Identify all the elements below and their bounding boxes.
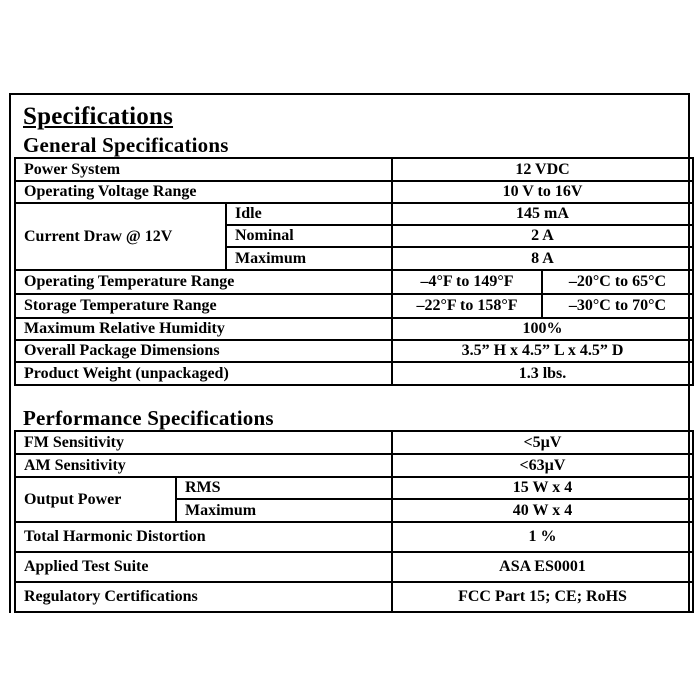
current-draw-nominal-label: Nominal <box>226 225 392 247</box>
table-row <box>15 362 693 385</box>
output-power-maximum-label: Maximum <box>176 499 392 522</box>
storage-temperature-label: Storage Temperature Range <box>15 294 392 318</box>
table-row <box>15 181 693 203</box>
power-system-label: Power System <box>15 158 392 181</box>
table-row <box>15 431 693 454</box>
table-row <box>15 522 693 552</box>
weight-value: 1.3 lbs. <box>392 362 693 385</box>
output-power-label: Output Power <box>15 477 176 522</box>
table-row <box>15 158 693 181</box>
certifications-value: FCC Part 15; CE; RoHS <box>392 582 693 612</box>
dimensions-label: Overall Package Dimensions <box>15 340 392 362</box>
current-draw-idle-label: Idle <box>226 203 392 225</box>
general-specifications-table <box>14 157 694 386</box>
table-row <box>15 582 693 612</box>
output-power-rms-label: RMS <box>176 477 392 499</box>
output-power-rms-value: 15 W x 4 <box>392 477 693 499</box>
am-sensitivity-value: <63µV <box>392 454 693 477</box>
operating-voltage-label: Operating Voltage Range <box>15 181 392 203</box>
current-draw-nominal-value: 2 A <box>392 225 693 247</box>
current-draw-maximum-value: 8 A <box>392 247 693 270</box>
output-power-maximum-value: 40 W x 4 <box>392 499 693 522</box>
fm-sensitivity-value: <5µV <box>392 431 693 454</box>
test-suite-label: Applied Test Suite <box>15 552 392 582</box>
power-system-value: 12 VDC <box>392 158 693 181</box>
operating-temperature-label: Operating Temperature Range <box>15 270 392 294</box>
operating-temperature-celsius: –20°C to 65°C <box>542 270 693 294</box>
current-draw-label: Current Draw @ 12V <box>15 203 226 270</box>
thd-value: 1 % <box>392 522 693 552</box>
table-row <box>15 340 693 362</box>
current-draw-idle-value: 145 mA <box>392 203 693 225</box>
storage-temperature-celsius: –30°C to 70°C <box>542 294 693 318</box>
current-draw-maximum-label: Maximum <box>226 247 392 270</box>
table-row <box>15 454 693 477</box>
humidity-label: Maximum Relative Humidity <box>15 318 392 340</box>
table-row <box>15 318 693 340</box>
performance-specifications-table <box>14 430 694 613</box>
operating-voltage-value: 10 V to 16V <box>392 181 693 203</box>
table-row <box>15 477 693 499</box>
humidity-value: 100% <box>392 318 693 340</box>
fm-sensitivity-label: FM Sensitivity <box>15 431 392 454</box>
page-title: Specifications <box>23 103 174 130</box>
dimensions-value: 3.5” H x 4.5” L x 4.5” D <box>392 340 693 362</box>
weight-label: Product Weight (unpackaged) <box>15 362 392 385</box>
general-specifications-heading: General Specifications <box>23 133 229 157</box>
storage-temperature-fahrenheit: –22°F to 158°F <box>392 294 542 318</box>
table-row <box>15 294 693 318</box>
test-suite-value: ASA ES0001 <box>392 552 693 582</box>
certifications-label: Regulatory Certifications <box>15 582 392 612</box>
table-row <box>15 270 693 294</box>
performance-specifications-heading: Performance Specifications <box>23 406 274 430</box>
table-row <box>15 203 693 225</box>
table-row <box>15 552 693 582</box>
operating-temperature-fahrenheit: –4°F to 149°F <box>392 270 542 294</box>
am-sensitivity-label: AM Sensitivity <box>15 454 392 477</box>
thd-label: Total Harmonic Distortion <box>15 522 392 552</box>
